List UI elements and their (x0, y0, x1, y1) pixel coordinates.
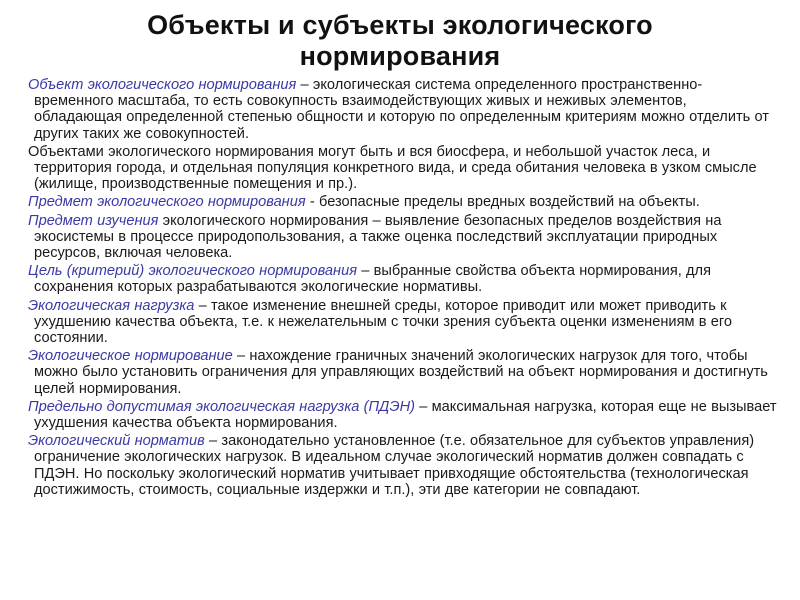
definitions-list (28, 77, 778, 500)
definition-text-standard: – законодательно установленное (т.е. обязательное для субъектов управления) ограничение экологических нагрузок. В идеальном случае экологический норматив должен совпадать с ПДЭН. Но поскольку экологический норматив учитывает привходящие обстоятельства (технологическая достижимость, стоимость, социальные издержки и т.п.), эти две категории не совпадают. (34, 433, 755, 498)
definition-paragraph-regulation (28, 348, 778, 397)
term-object: Объект экологического нормирования (28, 77, 297, 93)
term-subject: Предмет экологического нормирования (28, 194, 306, 211)
definition-paragraph-load (28, 298, 778, 347)
term-regulation: Экологическое нормирование (28, 348, 233, 365)
definition-text-goal: – выбранные свойства объекта нормирования, для сохранения которых разрабатываются экологические нормативы. (34, 263, 711, 296)
slide-title: Объекты и субъекты экологического нормирования (147, 10, 653, 71)
definition-paragraph-goal (28, 263, 778, 295)
definition-paragraph-object (28, 77, 778, 142)
paragraph-objects-examples (28, 144, 778, 193)
definition-text-subject: - безопасные пределы вредных воздействий на объекты. (305, 194, 700, 211)
definition-text-regulation: – нахождение граничных значений экологических нагрузок для того, чтобы можно было установить ограничения для управляющих воздействий на объект нормирования и достигнуть целей нормирования. (34, 348, 768, 397)
definition-text-max-load: – максимальная нагрузка, которая еще не вызывает ухудшения качества объекта нормирования. (34, 398, 777, 432)
definition-paragraph-max-load (28, 399, 778, 431)
paragraph-text-objects-examples: Объектами экологического нормирования могут быть и вся биосфера, и небольшой участок леса, и территория города, и отдельная популяция конкретного вида, и среда обитания человека в узком смысле (жилище, производственные помещения и пр.). (28, 143, 757, 193)
definition-paragraph-study-subject (28, 213, 778, 262)
term-max-load: Предельно допустимая экологическая нагрузка (ПДЭН) (28, 398, 415, 415)
definition-text-study-subject: экологического нормирования – выявление безопасных пределов воздействия на экосистемы в процессе природопользования, а также оценка последствий эксплуатации природных ресурсов, включая человека. (34, 212, 722, 262)
definition-text-load: – такое изменение внешней среды, которое приводит или может приводить к ухудшению качества объекта, т.е. к нежелательным с точки зрения субъекта оценки изменениям в его состоянии. (34, 297, 733, 347)
term-load: Экологическая нагрузка (28, 297, 195, 314)
definition-paragraph-standard (28, 433, 778, 498)
definition-paragraph-subject (28, 194, 778, 210)
term-study-subject: Предмет изучения (28, 212, 159, 229)
term-standard: Экологический норматив (28, 433, 205, 450)
definition-text-object: – экологическая система определенного пространственно-временного масштаба, то есть совокупность взаимодействующих живых и неживых элементов, обладающая определенной степенью общности и которую по определенным критериям можно отделить от других таких же совокупностей. (34, 77, 769, 142)
term-goal: Цель (критерий) экологического нормирования (28, 263, 357, 280)
